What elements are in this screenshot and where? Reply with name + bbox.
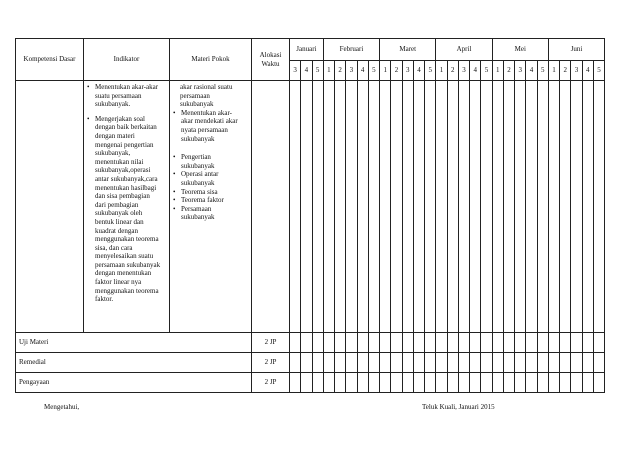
schedule-cell[interactable]: [548, 353, 559, 373]
schedule-cell[interactable]: [380, 81, 391, 333]
schedule-cell[interactable]: [560, 333, 571, 353]
schedule-cell[interactable]: [290, 353, 301, 373]
schedule-cell[interactable]: [582, 373, 593, 393]
schedule-cell[interactable]: [470, 353, 481, 373]
materi-line: • Teorema faktor: [181, 196, 224, 205]
indikator-line: • Mengerjakan soal: [95, 114, 145, 123]
indikator-line: • Menentukan akar-akar: [95, 83, 159, 91]
schedule-cell[interactable]: [312, 333, 323, 353]
week-cell: 4: [526, 61, 537, 81]
schedule-cell[interactable]: [357, 333, 368, 353]
materi-line: • Persamaan: [181, 204, 212, 213]
schedule-cell[interactable]: [503, 81, 514, 333]
schedule-cell[interactable]: [380, 373, 391, 393]
schedule-cell[interactable]: [301, 353, 312, 373]
schedule-cell[interactable]: [391, 373, 402, 393]
schedule-cell[interactable]: [413, 373, 424, 393]
schedule-cell[interactable]: [346, 373, 357, 393]
schedule-cell[interactable]: [571, 81, 582, 333]
indikator-line: dengan menentukan: [95, 269, 152, 278]
schedule-cell[interactable]: [402, 333, 413, 353]
summary-row: [16, 373, 605, 393]
header-month-0: Januari: [290, 39, 324, 61]
week-cell: 1: [436, 61, 447, 81]
schedule-cell[interactable]: [447, 353, 458, 373]
schedule-cell[interactable]: [380, 353, 391, 373]
indikator-line: bentuk linear dan: [95, 217, 144, 226]
schedule-cell[interactable]: [436, 373, 447, 393]
indikator-line: menentukan nilai: [95, 157, 144, 166]
header-indikator: Indikator: [84, 39, 170, 81]
schedule-cell[interactable]: [402, 353, 413, 373]
schedule-cell[interactable]: [470, 373, 481, 393]
schedule-sheet: [15, 38, 604, 393]
indikator-line: dengan materi: [95, 131, 135, 140]
summary-label: Remedial: [16, 353, 252, 373]
materi-line: • Menentukan akar-: [181, 108, 232, 117]
schedule-cell[interactable]: [346, 81, 357, 333]
indikator-line: antar sukubanyak,cara: [95, 174, 158, 183]
schedule-cell[interactable]: [335, 353, 346, 373]
week-cell: 1: [492, 61, 503, 81]
indikator-list: [87, 83, 167, 304]
materi-spacer: [173, 143, 249, 153]
schedule-cell[interactable]: [481, 373, 492, 393]
schedule-cell[interactable]: [368, 81, 379, 333]
indikator-line: menggunakan teorema: [95, 235, 159, 244]
schedule-cell[interactable]: [425, 353, 436, 373]
header-alokasi-line2: Waktu: [261, 59, 280, 68]
schedule-cell[interactable]: [526, 81, 537, 333]
schedule-cell[interactable]: [492, 373, 503, 393]
header-materi: Materi Pokok: [170, 39, 252, 81]
schedule-cell[interactable]: [447, 333, 458, 353]
schedule-cell[interactable]: [571, 353, 582, 373]
schedule-cell[interactable]: [492, 353, 503, 373]
week-cell: 2: [560, 61, 571, 81]
schedule-cell[interactable]: [548, 81, 559, 333]
week-cell: 3: [290, 61, 301, 81]
header-alokasi-line1: Alokasi: [259, 50, 282, 59]
indikator-line: suatu persamaan: [95, 91, 142, 100]
schedule-cell[interactable]: [470, 81, 481, 333]
header-month-4: Mei: [492, 39, 548, 61]
summary-row: [16, 353, 605, 373]
schedule-cell[interactable]: [290, 81, 301, 333]
materi-item: [180, 205, 249, 222]
week-cell: 4: [470, 61, 481, 81]
schedule-cell[interactable]: [335, 373, 346, 393]
materi-line: • Operasi antar: [181, 170, 219, 179]
schedule-cell[interactable]: [526, 353, 537, 373]
schedule-cell[interactable]: [357, 353, 368, 373]
materi-list-b: [173, 153, 249, 222]
schedule-cell[interactable]: [290, 333, 301, 353]
schedule-cell[interactable]: [582, 333, 593, 353]
schedule-cell[interactable]: [537, 333, 548, 353]
schedule-cell[interactable]: [492, 81, 503, 333]
materi-list-a: [173, 109, 249, 143]
indikator-line: dengan baik berkaitan: [95, 123, 157, 132]
indikator-line: mengenai pengertian: [95, 140, 154, 149]
schedule-cell[interactable]: [470, 333, 481, 353]
indikator-cell: [84, 81, 170, 333]
schedule-cell[interactable]: [413, 81, 424, 333]
schedule-cell[interactable]: [323, 81, 334, 333]
schedule-cell[interactable]: [492, 333, 503, 353]
materi-line: sukubanyak: [181, 161, 215, 170]
materi-intro-line: sukubanyak: [180, 100, 214, 109]
schedule-cell[interactable]: [402, 81, 413, 333]
schedule-cell[interactable]: [515, 353, 526, 373]
schedule-cell[interactable]: [402, 373, 413, 393]
week-cell: 3: [402, 61, 413, 81]
schedule-cell[interactable]: [593, 353, 604, 373]
week-cell: 5: [481, 61, 492, 81]
materi-line: sukubanyak: [181, 213, 215, 222]
schedule-cell[interactable]: [526, 373, 537, 393]
indikator-line: sisa, dan cara: [95, 243, 133, 252]
materi-item: [180, 153, 249, 170]
schedule-cell[interactable]: [560, 373, 571, 393]
schedule-cell[interactable]: [481, 353, 492, 373]
schedule-cell[interactable]: [436, 333, 447, 353]
schedule-cell[interactable]: [548, 373, 559, 393]
indikator-line: persamaan sukubanyak: [95, 260, 161, 269]
indikator-line: sukubanyak oleh: [95, 209, 143, 218]
week-cell: 5: [425, 61, 436, 81]
indikator-line: menentukan hasilbagi: [95, 183, 157, 192]
indikator-line: menggunakan teorema: [95, 286, 159, 295]
schedule-cell[interactable]: [582, 353, 593, 373]
schedule-cell[interactable]: [357, 373, 368, 393]
materi-line: • Teorema sisa: [181, 187, 218, 196]
schedule-cell[interactable]: [346, 333, 357, 353]
materi-line: • Pengertian: [181, 153, 211, 162]
indikator-line: sukubanyak,operasi: [95, 166, 151, 175]
alokasi-cell: [252, 81, 290, 333]
schedule-cell[interactable]: [537, 373, 548, 393]
summary-label: Pengayaan: [16, 373, 252, 393]
summary-jp: 2 JP: [252, 373, 290, 393]
content-row: [16, 81, 605, 333]
schedule-cell[interactable]: [526, 333, 537, 353]
schedule-cell[interactable]: [323, 373, 334, 393]
week-cell: 3: [458, 61, 469, 81]
schedule-cell[interactable]: [380, 333, 391, 353]
materi-line: sukubanyak: [181, 178, 215, 187]
materi-intro-line: akar rasional suatu: [180, 83, 233, 91]
schedule-cell[interactable]: [413, 333, 424, 353]
schedule-cell[interactable]: [560, 353, 571, 373]
materi-item: [180, 188, 249, 197]
schedule-cell[interactable]: [323, 353, 334, 373]
week-cell: 1: [323, 61, 334, 81]
schedule-cell[interactable]: [571, 333, 582, 353]
schedule-cell[interactable]: [582, 81, 593, 333]
week-cell: 4: [301, 61, 312, 81]
schedule-cell[interactable]: [391, 333, 402, 353]
schedule-cell[interactable]: [346, 353, 357, 373]
schedule-cell[interactable]: [335, 333, 346, 353]
schedule-cell[interactable]: [515, 333, 526, 353]
header-month-1: Februari: [323, 39, 379, 61]
materi-line: sukubanyak: [181, 134, 215, 143]
materi-intro: [173, 83, 249, 109]
materi-cell: [170, 81, 252, 333]
schedule-cell[interactable]: [515, 373, 526, 393]
week-cell: 3: [515, 61, 526, 81]
schedule-cell[interactable]: [593, 81, 604, 333]
header-alokasi: [252, 39, 290, 81]
materi-line: akar mendekati akar: [181, 117, 238, 126]
indikator-line: sukubanyak.: [95, 100, 131, 109]
schedule-cell[interactable]: [312, 353, 323, 373]
schedule-cell[interactable]: [368, 373, 379, 393]
schedule-cell[interactable]: [436, 81, 447, 333]
materi-item: [180, 109, 249, 143]
schedule-cell[interactable]: [503, 333, 514, 353]
schedule-cell[interactable]: [458, 333, 469, 353]
week-cell: 4: [413, 61, 424, 81]
indikator-item: [94, 115, 167, 304]
schedule-cell[interactable]: [481, 333, 492, 353]
week-cell: 3: [346, 61, 357, 81]
schedule-cell[interactable]: [391, 81, 402, 333]
materi-line: nyata persamaan: [181, 125, 228, 134]
week-cell: 5: [368, 61, 379, 81]
schedule-cell[interactable]: [368, 353, 379, 373]
schedule-cell[interactable]: [425, 81, 436, 333]
materi-item: [180, 170, 249, 187]
header-kompetensi: Kompetensi Dasar: [16, 39, 84, 81]
week-cell: 5: [312, 61, 323, 81]
schedule-cell[interactable]: [481, 81, 492, 333]
schedule-cell[interactable]: [458, 353, 469, 373]
header-row-months: [16, 39, 605, 61]
schedule-cell[interactable]: [391, 353, 402, 373]
week-cell: 2: [447, 61, 458, 81]
schedule-cell[interactable]: [571, 373, 582, 393]
footer-left: Mengetahui,: [44, 403, 80, 411]
summary-jp: 2 JP: [252, 353, 290, 373]
schedule-cell[interactable]: [447, 81, 458, 333]
schedule-cell[interactable]: [458, 81, 469, 333]
schedule-cell[interactable]: [368, 333, 379, 353]
schedule-cell[interactable]: [357, 81, 368, 333]
schedule-cell[interactable]: [537, 81, 548, 333]
schedule-cell[interactable]: [425, 373, 436, 393]
schedule-cell[interactable]: [560, 81, 571, 333]
schedule-cell[interactable]: [548, 333, 559, 353]
kompetensi-cell: [16, 81, 84, 333]
schedule-cell[interactable]: [301, 333, 312, 353]
week-cell: 2: [335, 61, 346, 81]
week-cell: 3: [571, 61, 582, 81]
schedule-cell[interactable]: [503, 373, 514, 393]
header-month-3: April: [436, 39, 492, 61]
week-cell: 1: [548, 61, 559, 81]
week-cell: 4: [582, 61, 593, 81]
schedule-cell[interactable]: [301, 373, 312, 393]
materi-item: [180, 196, 249, 205]
schedule-cell[interactable]: [537, 353, 548, 373]
schedule-table: [15, 38, 605, 393]
schedule-cell[interactable]: [290, 373, 301, 393]
indikator-line: faktor linear nya: [95, 278, 142, 287]
indikator-line: faktor.: [95, 295, 114, 304]
week-cell: 2: [391, 61, 402, 81]
indikator-line: menyelesaikan suatu: [95, 252, 154, 261]
schedule-cell[interactable]: [312, 81, 323, 333]
schedule-cell[interactable]: [312, 373, 323, 393]
schedule-cell[interactable]: [413, 353, 424, 373]
schedule-cell[interactable]: [436, 353, 447, 373]
schedule-cell[interactable]: [335, 81, 346, 333]
week-cell: 4: [357, 61, 368, 81]
schedule-cell[interactable]: [323, 333, 334, 353]
schedule-cell[interactable]: [458, 373, 469, 393]
schedule-cell[interactable]: [447, 373, 458, 393]
schedule-cell[interactable]: [593, 333, 604, 353]
indikator-line: dari pembagian: [95, 200, 139, 209]
schedule-cell[interactable]: [425, 333, 436, 353]
indikator-item: [94, 83, 167, 109]
indikator-line: kuadrat dengan: [95, 226, 138, 235]
week-cell: 2: [503, 61, 514, 81]
week-cell: 1: [380, 61, 391, 81]
schedule-cell[interactable]: [301, 81, 312, 333]
footer-right: Teluk Kuali, Januari 2015: [422, 403, 495, 411]
summary-jp: 2 JP: [252, 333, 290, 353]
schedule-cell[interactable]: [593, 373, 604, 393]
indikator-line: dan sisa pembagian: [95, 192, 150, 201]
header-month-2: Maret: [380, 39, 436, 61]
summary-row: [16, 333, 605, 353]
indikator-line: sukubanyak,: [95, 149, 131, 158]
schedule-cell[interactable]: [503, 353, 514, 373]
summary-label: Uji Materi: [16, 333, 252, 353]
materi-intro-line: persamaan: [180, 91, 210, 100]
schedule-cell[interactable]: [515, 81, 526, 333]
week-cell: 5: [537, 61, 548, 81]
header-month-5: Juni: [548, 39, 604, 61]
week-cell: 5: [593, 61, 604, 81]
